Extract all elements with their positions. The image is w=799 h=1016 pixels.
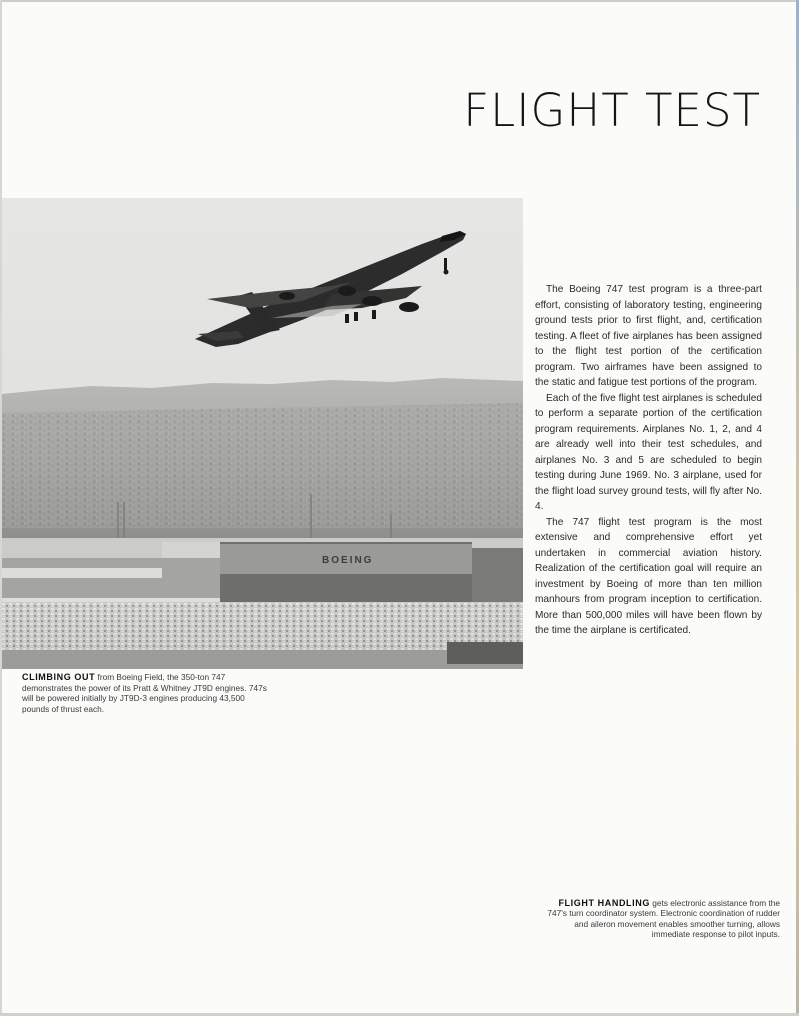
body-paragraph: Each of the five flight test airplanes is scheduled to perform a separate portion of the certification program requirements. Airplanes No. 1, 2, and 4 are already well into their test schedules, and airplanes No. 3 and 5 are scheduled to begin testing during June 1969. No. 3 airplane, used for the flight load survey ground tests, will fly after No. 4.	[535, 392, 762, 512]
photo-caption	[22, 672, 272, 714]
page-edge-top	[0, 0, 799, 2]
photo-caption-lead: CLIMBING OUT	[22, 672, 96, 682]
body-paragraph: The Boeing 747 test program is a three-part effort, consisting of laboratory testing, engineering ground tests prior to first flight, and, certification testing. A fleet of five airplanes has been assigned to the flight test portion of the certification program. Two airframes have been assigned to the static and fatigue test portions of the program.	[535, 284, 762, 388]
flight-handling-caption	[540, 898, 780, 940]
photo-caption-text: from Boeing Field, the 350-ton 747 demonstrates the power of its Pratt & Whitney JT9D engines. 747s will be powered initially by JT9D-3 engines producing 43,500 pounds of thrust each.	[22, 672, 267, 714]
body-text	[535, 282, 762, 639]
flight-handling-caption-lead: FLIGHT HANDLING	[558, 898, 650, 908]
flight-handling-caption-text: gets electronic assistance from the 747's turn coordinator system. Electronic coordination of rudder and aileron movement enables smoother turning, allows immediate response to pilot inputs.	[547, 898, 780, 940]
page-title: FLIGHT TEST	[463, 84, 761, 137]
photo-747-climbing-out	[2, 198, 523, 669]
hangar-sign: BOEING	[322, 555, 374, 566]
body-paragraph: The 747 flight test program is the most extensive and comprehensive effort yet undertaken in commercial aviation history. Realization of the certification goal will require an investment by Boeing of more than ten million manhours from program inception to certification. More than 500,000 miles will have been flown by the time the airplane is certificated.	[535, 516, 762, 636]
